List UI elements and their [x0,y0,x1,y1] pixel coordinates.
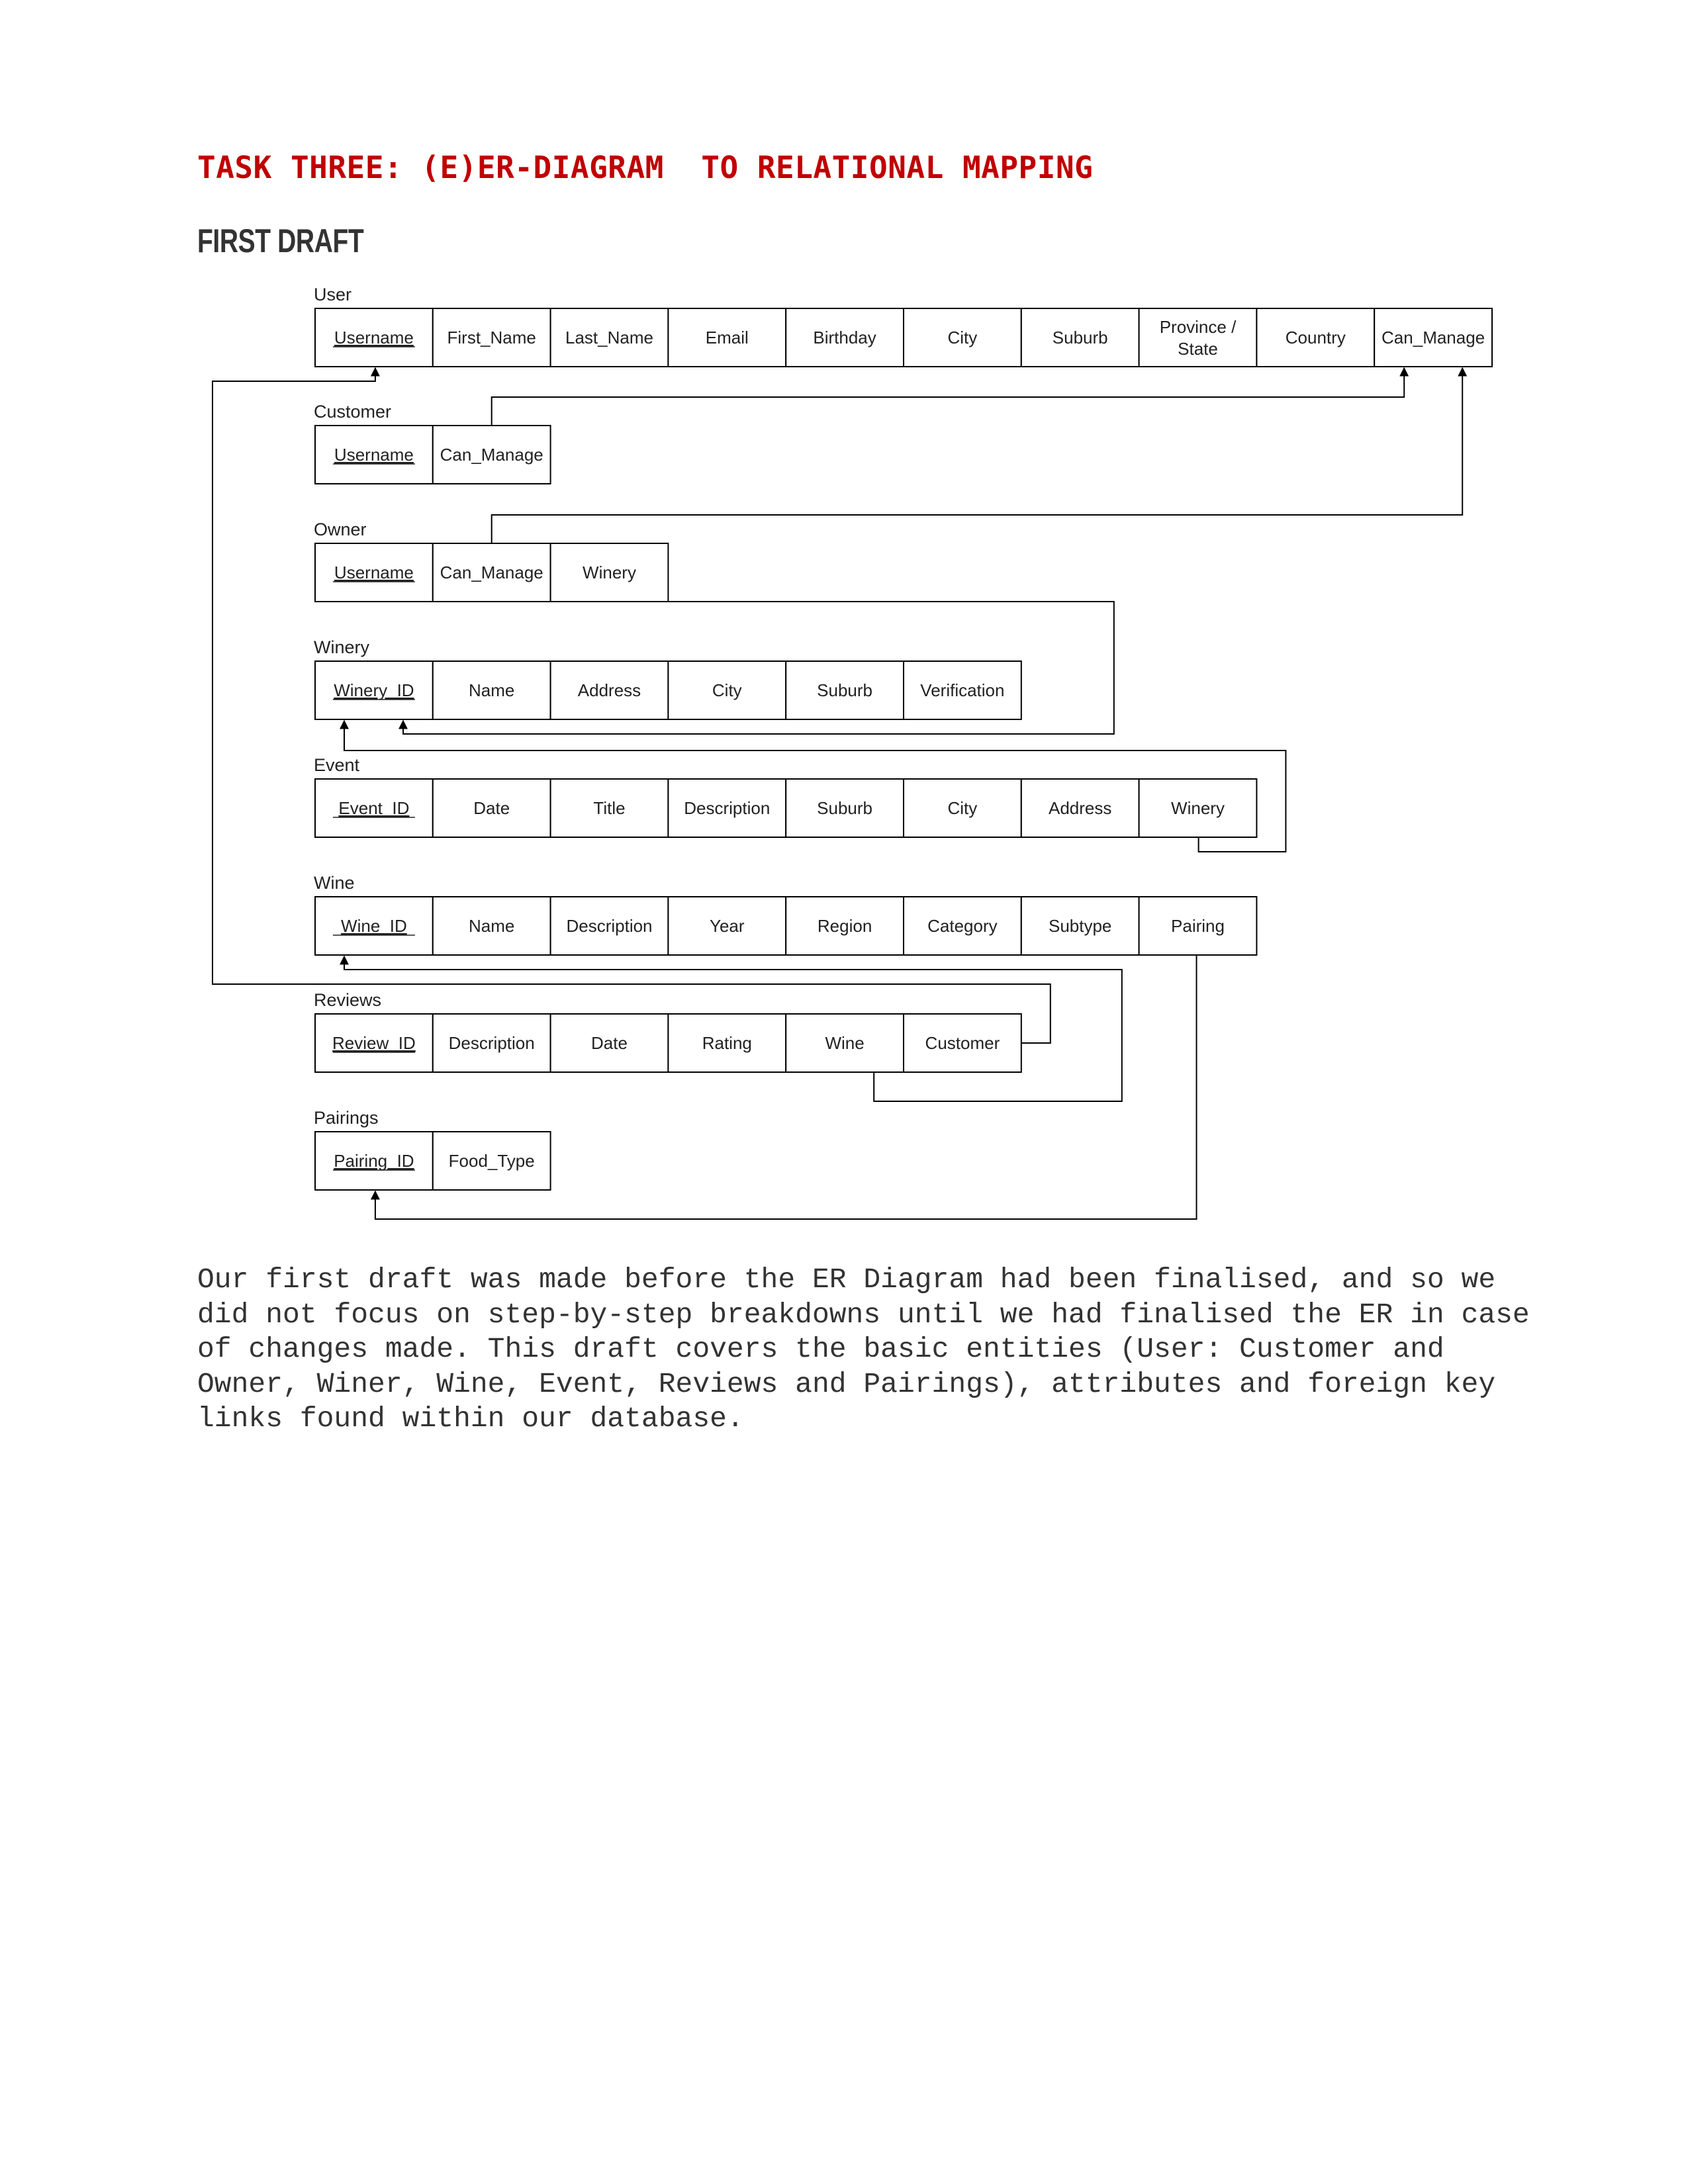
winery-column-name: Name [469,680,515,700]
table-name-user: User [314,285,352,304]
user-column-first-name: First_Name [447,328,536,347]
body-line: Our first draft was made before the ER Diagram had been finalised, and so we [197,1263,1496,1296]
reviews-column-rating: Rating [702,1033,752,1053]
table-name-wine: Wine [314,873,355,893]
table-wine [314,873,1256,955]
body-line: Owner, Winer, Wine, Event, Reviews and Pairings), attributes and foreign key [197,1367,1496,1400]
reviews-column-date: Date [591,1033,628,1053]
table-owner [314,520,668,602]
winery-column-suburb: Suburb [817,680,873,700]
wine-column-subtype: Subtype [1048,916,1112,936]
user-column-suburb: Suburb [1052,328,1108,347]
table-name-reviews: Reviews [314,990,382,1010]
event-column-city: City [947,798,978,818]
event-column-title: Title [593,798,626,818]
table-customer [314,402,551,484]
body-line: links found within our database. [197,1402,744,1435]
user-column-province-state: Province / State [1159,317,1237,359]
table-user [314,285,1492,367]
winery-column-verification: Verification [920,680,1005,700]
owner-column-winery: Winery [583,563,636,582]
customer-column-can-manage: Can_Manage [440,445,543,465]
task-title: TASK THREE: (E)ER-DIAGRAM TO RELATIONAL MAPPING [197,150,1094,185]
user-column-last-name: Last_Name [565,328,653,347]
winery-column-address: Address [577,680,641,700]
pairings-column-pairing-id: Pairing_ID [334,1151,414,1171]
user-column-city: City [947,328,978,347]
owner-column-can-manage: Can_Manage [440,563,543,582]
event-column-description: Description [684,798,771,818]
table-name-winery: Winery [314,637,370,657]
section-heading: FIRST DRAFT [197,222,364,259]
event-column-event-id: Event_ID [338,798,410,818]
table-winery [314,637,1021,719]
wine-column-year: Year [710,916,745,936]
body-line: did not focus on step-by-step breakdowns until we had finalised the ER in case [197,1298,1530,1331]
table-name-pairings: Pairings [314,1108,379,1128]
event-column-winery: Winery [1171,798,1225,818]
user-column-can-manage: Can_Manage [1382,328,1485,347]
customer-column-username: Username [334,445,414,465]
pairings-column-food-type: Food_Type [448,1151,535,1171]
reviews-column-wine: Wine [825,1033,865,1053]
reviews-column-review-id: Review_ID [332,1033,416,1053]
event-column-date: Date [473,798,510,818]
table-name-owner: Owner [314,520,367,539]
table-event [314,755,1256,837]
reviews-column-customer: Customer [925,1033,1000,1053]
winery-column-winery-id: Winery_ID [334,680,414,700]
winery-column-city: City [712,680,742,700]
user-column-email: Email [705,328,749,347]
fk-link-customer-can-manage [492,368,1405,426]
wine-column-name: Name [469,916,515,936]
wine-column-pairing: Pairing [1171,916,1225,936]
user-column-username: Username [334,328,414,347]
table-name-customer: Customer [314,402,392,422]
table-reviews [314,990,1021,1072]
event-column-address: Address [1049,798,1112,818]
body-paragraph [197,1263,1530,1437]
owner-column-username: Username [334,563,414,582]
body-line: of changes made. This draft covers the basic entities (User: Customer and [197,1333,1444,1365]
fk-link-owner-can-manage [492,368,1463,543]
relation-tables [314,285,1492,1190]
event-column-suburb: Suburb [817,798,873,818]
table-name-event: Event [314,755,360,775]
wine-column-wine-id: Wine_ID [341,916,407,936]
table-pairings [314,1108,551,1190]
wine-column-region: Region [817,916,872,936]
reviews-column-description: Description [448,1033,535,1053]
user-column-country: Country [1285,328,1346,347]
wine-column-description: Description [566,916,653,936]
wine-column-category: Category [927,916,998,936]
user-column-birthday: Birthday [813,328,876,347]
